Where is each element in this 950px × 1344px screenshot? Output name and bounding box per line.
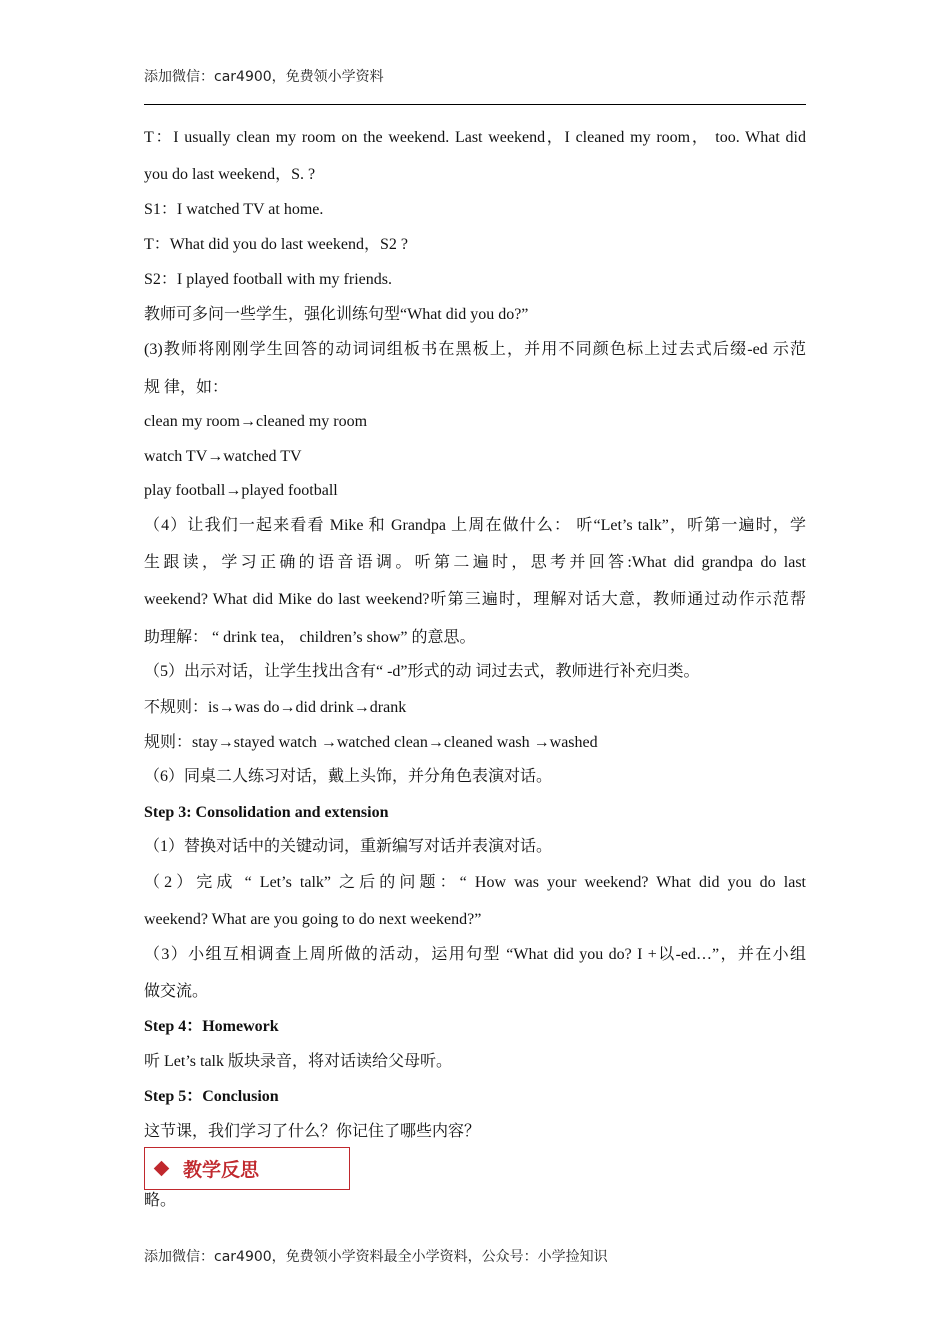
text-line: （4）让我们一起来看看 Mike 和 Grandpa 上周在做什么： 听“Let’s talk”，听第一遍时，学 [144, 517, 806, 534]
text-line: 教师可多问一些学生，强化训练句型“What did you do?” [144, 306, 529, 323]
text-line: 生跟读，学习正确的语音语调。听第二遍时，思考并回答:What did grandpa do last [144, 554, 806, 571]
text-line: weekend? What did Mike do last weekend?听第三遍时，理解对话大意，教师通过动作示范帮 [144, 591, 806, 608]
text-line: 规 律，如： [144, 379, 229, 396]
text-line: （5）出示对话，让学生找出含有“ -d”形式的动 词过去式，教师进行补充归类。 [144, 663, 700, 680]
section-box-reflection [144, 1147, 350, 1190]
text-line: （3）小组互相调查上周所做的活动，运用句型 “What did you do? I +以-ed…”，并在小组 [144, 946, 806, 963]
text-line: you do last weekend，S. ? [144, 166, 316, 183]
text-line: （6）同桌二人练习对话，戴上头饰，并分角色表演对话。 [144, 768, 553, 785]
text-line: weekend? What are you going to do next weekend?” [144, 911, 482, 928]
text-line: (3)教师将刚刚学生回答的动词词组板书在黑板上，并用不同颜色标上过去式后缀-ed 示范 [144, 341, 806, 358]
page-footer: 添加微信：car4900，免费领小学资料最全小学资料，公众号：小学捡知识 [144, 1249, 608, 1265]
text-line: 这节课，我们学习了什么？你记住了哪些内容？ [144, 1123, 481, 1140]
text-line: S1：I watched TV at home. [144, 201, 324, 218]
text-line: play football→played football [144, 482, 338, 499]
text-line: （1）替换对话中的关键动词，重新编写对话并表演对话。 [144, 838, 553, 855]
text-line: T：What did you do last weekend，S2 ? [144, 236, 408, 253]
page-header: 添加微信：car4900，免费领小学资料 [144, 69, 384, 85]
text-line: 做交流。 [144, 983, 209, 1000]
text-line: 略。 [144, 1192, 177, 1209]
text-line: watch TV→watched TV [144, 448, 302, 465]
text-line: T：I usually clean my room on the weekend. Last weekend，I cleaned my room， too. What did [144, 129, 806, 146]
text-line: clean my room→cleaned my room [144, 413, 368, 430]
step-heading: Step 5：Conclusion [144, 1088, 279, 1105]
text-line: （2）完成 “ Let’s talk” 之后的问题：“ How was your weekend? What did you do last [144, 874, 806, 891]
step-heading: Step 3: Consolidation and extension [144, 804, 389, 821]
text-line: 规则：stay→stayed watch →watched clean→cleaned wash →washed [144, 734, 598, 751]
diamond-icon [154, 1161, 170, 1177]
text-line: S2：I played football with my friends. [144, 271, 392, 288]
text-line: 不规则：is→was do→did drink→drank [144, 699, 407, 716]
section-title: 教学反思 [183, 1159, 260, 1181]
header-rule [144, 104, 806, 105]
text-line: 助理解： “ drink tea， children’s show” 的意思。 [144, 629, 476, 646]
text-line: 听 Let’s talk 版块录音，将对话读给父母听。 [144, 1053, 452, 1070]
step-heading: Step 4：Homework [144, 1018, 279, 1035]
